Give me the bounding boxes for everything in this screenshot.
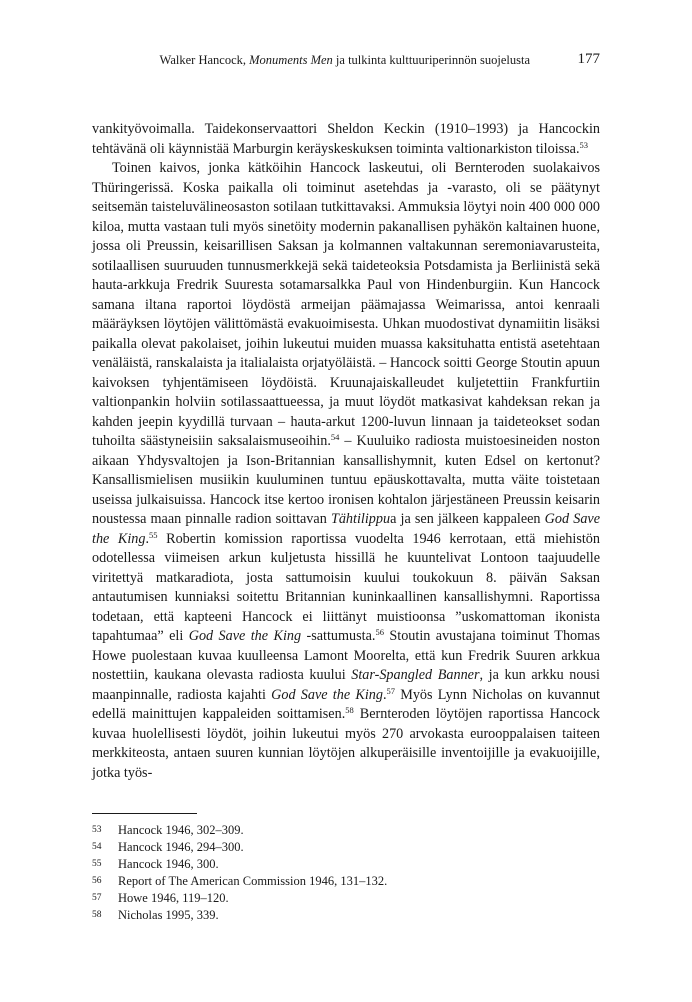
- footnote-text: Hancock 1946, 294–300.: [118, 840, 244, 854]
- footnote-number: 56: [92, 876, 102, 886]
- footnotes: [92, 822, 600, 924]
- footnote-number: 53: [92, 825, 102, 835]
- footnote: [92, 856, 600, 873]
- running-title: Walker Hancock, Monuments Men ja tulkinta kulttuuriperinnön suojelusta: [159, 53, 530, 67]
- italic-title: God Save the King: [92, 511, 601, 547]
- text-run: Myös Lynn Nicholas on kuvannut edellä mainittujen kappaleiden soittamisen.: [92, 686, 600, 722]
- text-run: Robertin komission raportissa vuodelta 1946 kerrotaan, että miehistön odotellessa viimeisen arkun kuljetusta hissillä he kuuntelivat Lontoon taajuudelle viritettyä matkaradiota, josta sattumoisin kuului toukokuun 8. päivän Saksan antautumisen kunniaksi soitettu Britannian kuninkaallinen kansallishymni. Raportissa todetaan, että kapteeni Hancock ei liittänyt muistioonsa ”uskomattoman ikonista tapahtumaa” eli: [92, 530, 600, 644]
- footnote-text: Hancock 1946, 300.: [118, 857, 219, 871]
- running-title-italic: Monuments Men: [249, 53, 333, 67]
- body-text: [92, 120, 600, 783]
- footnote-text: Hancock 1946, 302–309.: [118, 823, 244, 837]
- text-run: – Kuuluiko radiosta muistoesineiden noston aikaan Yhdysvaltojen ja Ison-Britannian kansallishymnit, kuten Edsel on kertonut? Kansallismielisen musiikin kuuluminen tuntuu epäuskottavalta, mutta väite toistetaan useissa julkaisuissa. Hancock itse kertoo ironisen kohtalon järjestäneen Preussin keisarin noustessa maan pinnalle radion soittavan: [92, 433, 600, 527]
- footnote-text: Nicholas 1995, 339.: [118, 908, 219, 922]
- footnote: [92, 873, 600, 890]
- text-run: Toinen kaivos, jonka kätköihin Hancock laskeutui, oli Bernteroden suolakaivos Thüringerissä. Koska paikalla oli toiminut asetehdas ja -varasto, oli se päätynyt seitsemän taisteluvälineosaston sotilaan tutkittavaksi. Ammuksia löytyi noin 400 000 000 kiloa, mutta vastaan tuli myös sinetöity modernin pakanallisen pyhäkön kaltainen huone, jossa oli Preussin, keisarillisen Saksan ja kolmannen valtakunnan seremoniavarusteita, sotilaallisen suuruuden tunnusmerkkejä sekä taideteoksia Potsdamista ja Berliinistä sekä hauta-arkkuja Fredrik Suuresta sotamarsalkka Paul von Hindenburgiin. Kun Hancock samana iltana raportoi löydöstä armeijan päämajassa Weimarissa, antoi kenraali määräyksen löytöjen välittömästä evakuoimisesta. Uhkan muodostivat dynamiitin lisäksi paikalla olevat pakolaiset, joihin lukeutui muiden muassa kaksituhatta entistä asetehtaan venäläistä, ranskalaista ja italialaista orjatyöläistä. – Hancock soitti George Stoutin apuun kaivoksen tyhjentämiseen löydöistä. Kruunajaiskalleudet kuljetettiin Frankfurtiin valtionpankin holviin sotilassaattueessa, ja muut löydöt matkasivat kahdeksan rekan ja kahden jeepin kyydillä turvaan – hauta-arkut 1200-luvun linnaan ja taideteokset sodan tuhoilta säästyneisiin saksalaismuseoihin.: [92, 160, 600, 449]
- page-number: 177: [577, 51, 600, 67]
- text-run: Bernteroden löytöjen raportissa Hancock kuvaa huolellisesti löydöt, joihin lukeutui myös 270 arvokasta eurooppalaisen taiteen merkkiteosta, antaen suuren kunnian löytöjen alkuperäisille inventoijille ja evakuoijille, jotka työs-: [92, 706, 600, 781]
- footnote: [92, 839, 600, 856]
- footnote-ref: 53: [579, 139, 589, 150]
- footnote: [92, 822, 600, 839]
- text-run: Stoutin avustajana toiminut Thomas Howe puolestaan kuvaa kuulleensa Lamont Moorelta, että kun Fredrik Suuren arkkua nostettiin, kaukana olevasta radiosta kuului: [92, 628, 601, 683]
- text-run: .: [145, 530, 150, 547]
- footnote: [92, 890, 600, 907]
- footnote-text: Howe 1946, 119–120.: [118, 891, 229, 905]
- text-run: -sattumusta.: [301, 628, 376, 644]
- italic-title: God Save the King: [271, 686, 383, 703]
- footnote-text: Report of The American Commission 1946, 131–132.: [118, 874, 388, 888]
- text-run: a ja sen jälkeen kappaleen: [390, 511, 545, 527]
- paragraph: [92, 120, 600, 159]
- text-run: .: [382, 686, 387, 703]
- italic-title: God Save the King: [188, 628, 302, 644]
- footnote-ref: 58: [345, 705, 354, 715]
- footnote-number: 55: [92, 859, 102, 869]
- footnote-ref: 57: [386, 685, 395, 696]
- footnote-number: 58: [92, 910, 102, 920]
- text-run: , ja kun arkku nousi maanpinnalle, radiosta kajahti: [92, 667, 600, 703]
- footnote-ref: 55: [149, 529, 158, 540]
- footnote-ref: 54: [330, 432, 340, 442]
- footnote-number: 57: [92, 893, 102, 903]
- footnote: [92, 907, 600, 924]
- italic-title: Tähtilippu: [330, 511, 391, 527]
- footnote-divider: [92, 813, 197, 814]
- footnote-number: 54: [92, 842, 102, 852]
- paragraph: [92, 159, 600, 783]
- italic-title: Star-Spangled Banner: [351, 667, 480, 683]
- text-run: vankityövoimalla. Taidekonservaattori Sheldon Keckin (1910–1993) ja Hancockin tehtävänä oli käynnistää Marburgin keräyskeskuksen toiminta valtionarkiston tiloissa.: [92, 121, 600, 157]
- footnote-ref: 56: [375, 627, 384, 637]
